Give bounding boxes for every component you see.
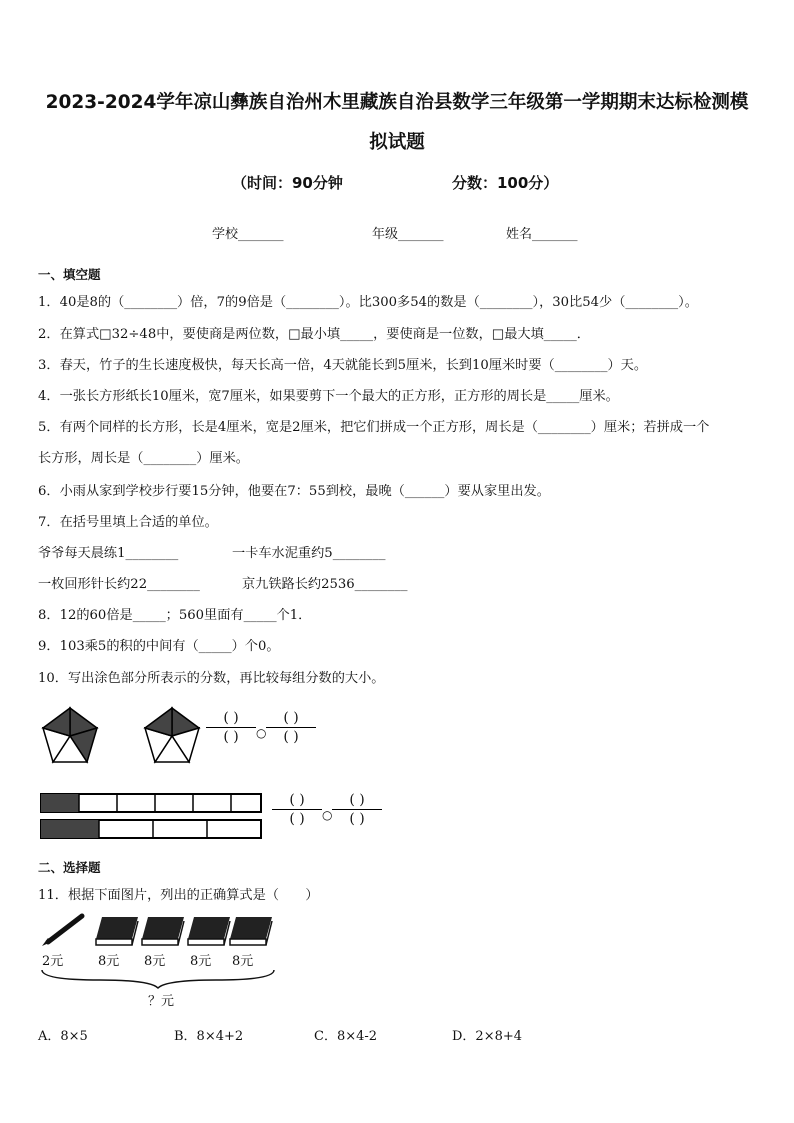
question-4: 4．一张长方形纸长10厘米，宽7厘米，如果要剪下一个最大的正方形，正方形的周长是_____厘米。 (38, 389, 619, 404)
question-11: 11．根据下面图片，列出的正确算式是（ ） (38, 888, 319, 903)
pen-icon (38, 912, 98, 946)
question-6: 6．小雨从家到学校步行要15分钟，他要在7：55到校，最晚（______）要从家里出发。 (38, 484, 550, 499)
question-7-d: 京九铁路长约2536________ (242, 577, 408, 592)
fraction-blank-1a[interactable] (206, 710, 256, 745)
option-a[interactable]: A．8×5 (38, 1029, 88, 1044)
price-book-3: 8元 (190, 954, 212, 969)
numerator-blank[interactable]: ( ) (283, 710, 299, 726)
total-price: ？元 (148, 994, 175, 1009)
fraction-blank-1b[interactable] (266, 710, 316, 745)
question-2: 2．在算式□32÷48中，要使商是两位数，□最小填_____，要使商是一位数，□最大填_____． (38, 327, 590, 342)
question-10: 10．写出涂色部分所表示的分数，再比较每组分数的大小。 (38, 671, 385, 686)
price-pen: 2元 (42, 954, 64, 969)
question-1: 1．40是8的（________）倍，7的9倍是（________）。比300多54的数是（________），30比54少（________）。 (38, 295, 698, 310)
numerator-blank[interactable]: ( ) (349, 792, 365, 808)
section2-title: 二、选择题 (38, 860, 101, 875)
score-info: 分数：100分） (452, 174, 559, 192)
fraction-blank-2a[interactable] (272, 792, 322, 827)
book-icon-4 (228, 913, 274, 947)
compare-circle-2[interactable]: ○ (322, 808, 333, 822)
denominator-blank[interactable]: ( ) (283, 729, 299, 745)
book-icon-3 (186, 913, 232, 947)
numerator-blank[interactable]: ( ) (223, 710, 239, 726)
question-7-a: 爷爷每天晨练1________ (38, 546, 179, 561)
question-8: 8．12的60倍是_____；560里面有_____个1． (38, 608, 312, 623)
question-7-c: 一枚回形针长约22________ (38, 577, 200, 592)
question-3: 3．春天，竹子的生长速度极快，每天长高一倍，4天就能长到5厘米，长到10厘米时要（________）天。 (38, 358, 648, 373)
question-7: 7．在括号里填上合适的单位。 (38, 515, 218, 530)
denominator-blank[interactable]: ( ) (223, 729, 239, 745)
book-icon-1 (94, 913, 140, 947)
book-icon-2 (140, 913, 186, 947)
denominator-blank[interactable]: ( ) (289, 811, 305, 827)
price-book-4: 8元 (232, 954, 254, 969)
option-d[interactable]: D．2×8+4 (452, 1029, 523, 1044)
exam-title-line1: 2023-2024学年凉山彝族自治州木里藏族自治县数学三年级第一学期期末达标检测模 (45, 92, 749, 113)
option-c[interactable]: C．8×4-2 (314, 1029, 378, 1044)
time-info: （时间：90分钟 (232, 174, 343, 192)
grade-field[interactable]: 年级_______ (372, 227, 444, 242)
denominator-blank[interactable]: ( ) (349, 811, 365, 827)
total-brace (40, 968, 276, 988)
option-b[interactable]: B．8×4+2 (174, 1029, 244, 1044)
school-field[interactable]: 学校_______ (212, 227, 284, 242)
fraction-blank-2b[interactable] (332, 792, 382, 827)
numerator-blank[interactable]: ( ) (289, 792, 305, 808)
bar-figures (40, 793, 262, 841)
price-book-1: 8元 (98, 954, 120, 969)
section1-title: 一、填空题 (38, 267, 101, 282)
question-9: 9．103乘5的积的中间有（_____）个0。 (38, 639, 280, 654)
question-5-line2: 长方形，周长是（________）厘米。 (38, 451, 249, 466)
question-7-b: 一卡车水泥重约5________ (232, 546, 386, 561)
compare-circle-1[interactable]: ○ (256, 726, 267, 740)
name-field[interactable]: 姓名_______ (506, 227, 578, 242)
question-5-line1: 5．有两个同样的长方形，长是4厘米，宽是2厘米，把它们拼成一个正方形，周长是（________）厘米；若拼成一个 (38, 420, 710, 435)
price-book-2: 8元 (144, 954, 166, 969)
pentagon-figure-1 (40, 706, 100, 766)
pentagon-figure-2 (142, 706, 202, 766)
exam-title-line2: 拟试题 (369, 132, 425, 153)
